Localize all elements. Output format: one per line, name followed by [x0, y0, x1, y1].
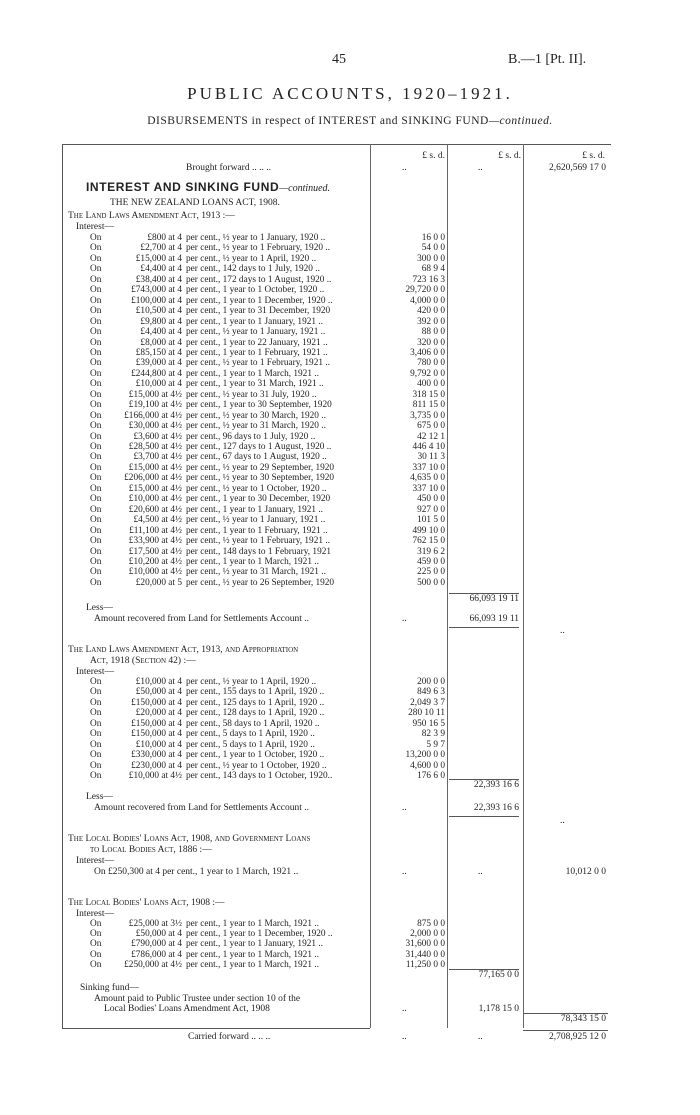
block4-interest-label: Interest—	[76, 909, 114, 919]
row-value: 459 0 0	[417, 556, 445, 567]
row-value: 2,049 3 7	[410, 697, 445, 708]
row-on: On	[90, 243, 102, 254]
row-value: 31,440 0 0	[405, 949, 445, 960]
block2-closing-rule	[449, 816, 519, 817]
row-on: On	[90, 327, 102, 338]
row-value: 4,000 0 0	[410, 295, 445, 306]
block4-sinking-c1: ..	[402, 1004, 407, 1014]
block2-title-line2: Act, 1918 (Section 42) :—	[90, 656, 196, 666]
act-heading: THE NEW ZEALAND LOANS ACT, 1908.	[110, 198, 280, 208]
row-value: 200 0 0	[417, 677, 445, 687]
currency-header-1: £ s. d.	[422, 151, 445, 161]
row-value: 88 0 0	[421, 327, 445, 338]
row-amount: £100,000 at 4	[131, 295, 182, 306]
row-amount: £244,800 at 4	[131, 368, 182, 379]
row-value: 225 0 0	[417, 567, 445, 578]
row-on: On	[90, 760, 102, 771]
row-value: 3,735 0 0	[410, 410, 445, 421]
column-rule-1	[370, 144, 371, 1028]
row-on: On	[90, 473, 102, 484]
row-amount: £39,000 at 4	[135, 358, 182, 369]
row-amount: £4,500 at 4½	[133, 515, 182, 526]
row-amount: £10,500 at 4	[135, 306, 182, 317]
row-amount: £20,000 at 5	[135, 577, 182, 588]
row-amount: £10,000 at 4	[135, 677, 182, 687]
row-on: On	[90, 483, 102, 494]
subtitle-main: DISBURSEMENTS in respect of INTEREST and SINKING FUND	[147, 115, 489, 127]
block1-recovered-c2: 66,093 19 11	[469, 614, 519, 624]
row-description: per cent., ½ year to 29 September, 1920	[186, 462, 335, 473]
table-bottom-rule	[62, 1028, 370, 1029]
row-description: per cent., ½ year to 1 April, 1920 ..	[186, 253, 317, 264]
row-description: per cent., ½ year to 1 January, 1921 ..	[186, 515, 326, 526]
row-on: On	[90, 410, 102, 421]
block4-total: 77,165 0 0	[478, 970, 519, 980]
row-amount: £166,000 at 4½	[124, 410, 182, 421]
row-value: 950 16 5	[412, 718, 445, 729]
row-value: 420 0 0	[417, 306, 445, 317]
row-amount: £786,000 at 4	[131, 949, 182, 960]
row-description: per cent., ½ year to 1 April, 1920 ..	[186, 677, 317, 687]
row-description: per cent., ½ year to 1 October, 1920 ..	[186, 483, 327, 494]
block3-title-line2: to Local Bodies Act, 1886 :—	[90, 845, 212, 855]
row-description: per cent., 1 year to 1 March, 1921 ..	[186, 959, 319, 970]
row-description: per cent., 1 year to 22 January, 1921 ..	[186, 337, 328, 348]
row-amount: £20,000 at 4	[135, 708, 182, 719]
row-on: On	[90, 567, 102, 578]
carried-forward-c2: ..	[478, 1032, 483, 1042]
row-amount: £50,000 at 4	[135, 687, 182, 698]
carried-forward-rule	[523, 1030, 608, 1031]
row-description: per cent., ½ year to 31 July, 1920 ..	[186, 389, 317, 400]
row-amount: £10,200 at 4½	[128, 556, 182, 567]
row-value: 446 4 10	[412, 442, 445, 452]
row-description: per cent., ½ year to 1 February, 1921 ..	[186, 358, 330, 369]
page-title: PUBLIC ACCOUNTS, 1920–1921.	[187, 84, 513, 103]
row-description: per cent., 1 year to 1 February, 1921 ..	[186, 525, 328, 536]
row-amount: £3,600 at 4½	[133, 431, 182, 442]
currency-header-2: £ s. d.	[498, 151, 521, 161]
row-value: 400 0 0	[417, 379, 445, 390]
row-value: 927 0 0	[417, 504, 445, 515]
row-amount: £30,000 at 4½	[128, 421, 182, 432]
row-on: On	[90, 452, 102, 463]
row-on: On	[90, 718, 102, 729]
brought-forward-c2: ..	[478, 163, 483, 173]
block2-recovered-c2: 22,393 16 6	[473, 803, 519, 813]
row-on: On	[90, 285, 102, 296]
row-description: per cent., 1 year to 30 September, 1920	[186, 400, 332, 411]
block2-title-line1: The Land Laws Amendment Act, 1913, and Appropriation	[68, 645, 299, 655]
block2-dots-c3: ..	[560, 816, 565, 826]
row-on: On	[90, 939, 102, 950]
row-amount: £15,000 at 4½	[128, 462, 182, 473]
row-amount: £800 at 4	[147, 233, 182, 243]
block1-recovered-c1: ..	[402, 614, 407, 624]
row-description: per cent., 5 days to 1 April, 1920 ..	[186, 739, 315, 750]
row-description: per cent., ½ year to 26 September, 1920	[186, 577, 335, 588]
row-on: On	[90, 750, 102, 761]
subtitle-suffix: —continued.	[488, 115, 553, 127]
brought-forward-c1: ..	[402, 163, 407, 173]
block4-sinking-line2: Local Bodies' Loans Amendment Act, 1908	[104, 1004, 270, 1014]
row-value: 319 6 2	[417, 546, 445, 557]
row-value: 5 9 7	[426, 739, 445, 750]
row-description: per cent., 142 days to 1 July, 1920 ..	[186, 264, 320, 275]
row-amount: £10,000 at 4½	[128, 567, 182, 578]
block1-interest-label: Interest—	[76, 222, 114, 232]
row-amount: £250,000 at 4½	[124, 959, 182, 970]
row-value: 2,000 0 0	[410, 929, 445, 940]
row-amount: £28,500 at 4½	[128, 442, 182, 452]
block4-sinking-c2: 1,178 15 0	[478, 1004, 519, 1014]
row-amount: £2,700 at 4	[140, 243, 182, 254]
row-on: On	[90, 536, 102, 547]
block1-recovered-label: Amount recovered from Land for Settlements Account ..	[94, 614, 310, 624]
row-value: 4,635 0 0	[410, 473, 445, 484]
row-description: per cent., 125 days to 1 April, 1920 ..	[186, 697, 325, 708]
row-description: per cent., ½ year to 1 October, 1920 ..	[186, 760, 327, 771]
row-on: On	[90, 729, 102, 740]
row-amount: £3,700 at 4½	[133, 452, 182, 463]
row-value: 318 15 0	[412, 389, 445, 400]
row-on: On	[90, 389, 102, 400]
row-description: per cent., 1 year to 1 January, 1921 ..	[186, 504, 323, 515]
block3-c1: ..	[402, 867, 407, 877]
row-value: 320 0 0	[417, 337, 445, 348]
row-on: On	[90, 546, 102, 557]
row-value: 675 0 0	[417, 421, 445, 432]
row-on: On	[90, 358, 102, 369]
row-value: 500 0 0	[417, 577, 445, 588]
row-description: per cent., 1 year to 1 October, 1920 ..	[186, 285, 325, 296]
section-heading	[86, 180, 330, 196]
row-on: On	[90, 274, 102, 285]
row-description: per cent., 96 days to 1 July, 1920 ..	[186, 431, 316, 442]
row-on: On	[90, 677, 102, 687]
row-description: per cent., ½ year to 1 January, 1920 ..	[186, 233, 326, 243]
row-amount: £50,000 at 4	[135, 929, 182, 940]
row-description: per cent., 127 days to 1 August, 1920 ..	[186, 442, 332, 452]
block3-title-line1: The Local Bodies' Loans Act, 1908, and Government Loans	[68, 834, 311, 844]
row-description: per cent., ½ year to 31 March, 1920 ..	[186, 421, 326, 432]
row-amount: £8,000 at 4	[140, 337, 182, 348]
row-amount: £790,000 at 4	[131, 939, 182, 950]
row-description: per cent., 1 year to 1 March, 1921 ..	[186, 919, 319, 929]
block3-interest-label: Interest—	[76, 856, 114, 866]
row-description: per cent., ½ year to 1 February, 1921 ..	[186, 536, 330, 547]
row-amount: £15,000 at 4	[135, 253, 182, 264]
row-on: On	[90, 431, 102, 442]
row-on: On	[90, 421, 102, 432]
block2-total: 22,393 16 6	[473, 780, 519, 790]
row-value: 82 3 9	[421, 729, 445, 740]
row-value: 4,600 0 0	[410, 760, 445, 771]
row-description: per cent., 155 days to 1 April, 1920 ..	[186, 687, 325, 698]
block2-recovered-label: Amount recovered from Land for Settlements Account ..	[94, 803, 310, 813]
row-value: 849 6 3	[417, 687, 445, 698]
block2-less-label: Less—	[86, 792, 113, 802]
row-description: per cent., 148 days to 1 February, 1921	[186, 546, 332, 557]
row-on: On	[90, 687, 102, 698]
block1-dots-c3: ..	[560, 626, 565, 636]
block3-line: On £250,300 at 4 per cent., 1 year to 1 March, 1921 ..	[94, 867, 299, 877]
row-value: 176 6 0	[417, 771, 445, 782]
row-description: per cent., 58 days to 1 April, 1920 ..	[186, 718, 320, 729]
row-description: per cent., 143 days to 1 October, 1920..	[186, 771, 333, 782]
row-amount: £743,000 at 4	[131, 285, 182, 296]
row-amount: £150,000 at 4	[131, 729, 182, 740]
row-amount: £4,400 at 4	[140, 327, 182, 338]
row-on: On	[90, 442, 102, 452]
row-description: per cent., 67 days to 1 August, 1920 ..	[186, 452, 327, 463]
column-rule-3	[523, 144, 524, 1028]
row-value: 29,720 0 0	[405, 285, 445, 296]
row-amount: £330,000 at 4	[131, 750, 182, 761]
row-on: On	[90, 577, 102, 588]
row-amount: £206,000 at 4½	[124, 473, 182, 484]
row-description: per cent., 1 year to 1 January, 1921 ..	[186, 939, 323, 950]
row-value: 280 10 11	[408, 708, 445, 719]
row-amount: £17,500 at 4½	[128, 546, 182, 557]
row-on: On	[90, 708, 102, 719]
page-subtitle	[0, 115, 700, 127]
row-value: 337 10 0	[412, 483, 445, 494]
row-on: On	[90, 494, 102, 505]
row-on: On	[90, 368, 102, 379]
row-amount: £10,000 at 4	[135, 379, 182, 390]
row-amount: £19,100 at 4½	[128, 400, 182, 411]
row-description: per cent., 1 year to 1 March, 1921 ..	[186, 368, 319, 379]
block4-sinking-label: Sinking fund—	[80, 983, 139, 993]
row-value: 337 10 0	[412, 462, 445, 473]
row-on: On	[90, 264, 102, 275]
row-amount: £15,000 at 4½	[128, 483, 182, 494]
row-value: 811 15 0	[412, 400, 445, 411]
row-on: On	[90, 525, 102, 536]
row-description: per cent., 1 year to 1 March, 1921 ..	[186, 556, 319, 567]
row-on: On	[90, 295, 102, 306]
column-rule-2	[447, 144, 448, 1028]
row-on: On	[90, 316, 102, 327]
row-on: On	[90, 233, 102, 243]
block1-less-label: Less—	[86, 603, 113, 613]
row-amount: £4,400 at 4	[140, 264, 182, 275]
row-description: per cent., 5 days to 1 April, 1920 ..	[186, 729, 315, 740]
row-on: On	[90, 347, 102, 358]
row-value: 31,600 0 0	[405, 939, 445, 950]
block1-title: The Land Laws Amendment Act, 1913 :—	[68, 211, 235, 221]
currency-header-3: £ s. d.	[582, 151, 605, 161]
row-description: per cent., 1 year to 1 October, 1920 ..	[186, 750, 325, 761]
block4-sinking-c3: 78,343 15 0	[560, 1014, 606, 1024]
section-heading-main: INTEREST AND SINKING FUND	[86, 180, 280, 194]
row-amount: £150,000 at 4	[131, 718, 182, 729]
row-value: 101 5 0	[417, 515, 445, 526]
row-on: On	[90, 306, 102, 317]
section-heading-suffix: —continued.	[279, 183, 331, 194]
row-value: 9,792 0 0	[410, 368, 445, 379]
block3-c2: ..	[478, 867, 483, 877]
block4-sinking-line1: Amount paid to Public Trustee under section 10 of the	[94, 994, 301, 1004]
row-description: per cent., 128 days to 1 April, 1920 ..	[186, 708, 325, 719]
row-on: On	[90, 515, 102, 526]
row-value: 42 12 1	[417, 431, 445, 442]
row-value: 450 0 0	[417, 494, 445, 505]
row-value: 68 9 4	[421, 264, 445, 275]
page-reference: B.—1 [Pt. II].	[508, 52, 587, 67]
row-description: per cent., 1 year to 1 December, 1920 ..	[186, 295, 333, 306]
row-on: On	[90, 949, 102, 960]
row-value: 30 11 3	[417, 452, 445, 463]
carried-forward-total: 2,708,925 12 0	[549, 1032, 606, 1042]
row-value: 762 15 0	[412, 536, 445, 547]
row-amount: £85,150 at 4	[135, 347, 182, 358]
block2-recovered-c1: ..	[402, 803, 407, 813]
row-description: per cent., 1 year to 1 February, 1921 ..	[186, 347, 328, 358]
row-description: per cent., 1 year to 31 December, 1920	[186, 306, 331, 317]
row-description: per cent., 1 year to 1 March, 1921 ..	[186, 949, 319, 960]
row-description: per cent., ½ year to 1 February, 1920 ..	[186, 243, 330, 254]
row-value: 13,200 0 0	[405, 750, 445, 761]
row-on: On	[90, 337, 102, 348]
row-value: 54 0 0	[421, 243, 445, 254]
row-amount: £9,800 at 4	[140, 316, 182, 327]
row-description: per cent., ½ year to 30 March, 1920 ..	[186, 410, 326, 421]
block2-interest-label: Interest—	[76, 667, 114, 677]
row-amount: £10,000 at 4½	[128, 771, 182, 782]
row-amount: £150,000 at 4	[131, 697, 182, 708]
row-amount: £33,900 at 4½	[128, 536, 182, 547]
brought-forward-label: Brought forward .. .. ..	[186, 163, 271, 173]
row-on: On	[90, 379, 102, 390]
row-description: per cent., ½ year to 30 September, 1920	[186, 473, 335, 484]
row-on: On	[90, 462, 102, 473]
row-on: On	[90, 739, 102, 750]
block4-title: The Local Bodies' Loans Act, 1908 :—	[68, 898, 225, 908]
block1-total: 66,093 19 11	[469, 594, 519, 604]
row-description: per cent., ½ year to 31 March, 1921 ..	[186, 567, 326, 578]
block1-closing-rule	[449, 627, 519, 628]
row-value: 16 0 0	[421, 233, 445, 243]
row-description: per cent., ½ year to 1 January, 1921 ..	[186, 327, 326, 338]
brought-forward-total: 2,620,569 17 0	[549, 163, 606, 173]
row-amount: £10,000 at 4½	[128, 494, 182, 505]
row-description: per cent., 1 year to 1 January, 1921 ..	[186, 316, 323, 327]
row-on: On	[90, 697, 102, 708]
row-description: per cent., 1 year to 31 March, 1921 ..	[186, 379, 324, 390]
row-on: On	[90, 504, 102, 515]
row-description: per cent., 1 year to 30 December, 1920	[186, 494, 331, 505]
row-value: 723 16 3	[412, 274, 445, 285]
row-amount: £15,000 at 4½	[128, 389, 182, 400]
row-value: 392 0 0	[417, 316, 445, 327]
page-number: 45	[332, 52, 346, 67]
carried-forward-label: Carried forward .. .. ..	[188, 1032, 271, 1042]
row-on: On	[90, 929, 102, 940]
row-on: On	[90, 959, 102, 970]
row-amount: £10,000 at 4	[135, 739, 182, 750]
row-value: 300 0 0	[417, 253, 445, 264]
row-amount: £11,100 at 4½	[129, 525, 182, 536]
block3-c3: 10,012 0 0	[565, 867, 606, 877]
row-value: 875 0 0	[417, 919, 445, 929]
row-on: On	[90, 556, 102, 567]
row-description: per cent., 1 year to 1 December, 1920 ..	[186, 929, 333, 940]
row-on: On	[90, 919, 102, 929]
carried-forward-c1: ..	[402, 1032, 407, 1042]
row-on: On	[90, 400, 102, 411]
row-amount: £230,000 at 4	[131, 760, 182, 771]
row-value: 780 0 0	[417, 358, 445, 369]
row-on: On	[90, 253, 102, 264]
row-amount: £38,400 at 4	[135, 274, 182, 285]
row-amount: £25,000 at 3½	[128, 919, 182, 929]
row-value: 3,406 0 0	[410, 347, 445, 358]
row-description: per cent., 172 days to 1 August, 1920 ..	[186, 274, 332, 285]
row-value: 11,250 0 0	[405, 959, 445, 970]
row-value: 499 10 0	[412, 525, 445, 536]
row-on: On	[90, 771, 102, 782]
row-amount: £20,600 at 4½	[128, 504, 182, 515]
